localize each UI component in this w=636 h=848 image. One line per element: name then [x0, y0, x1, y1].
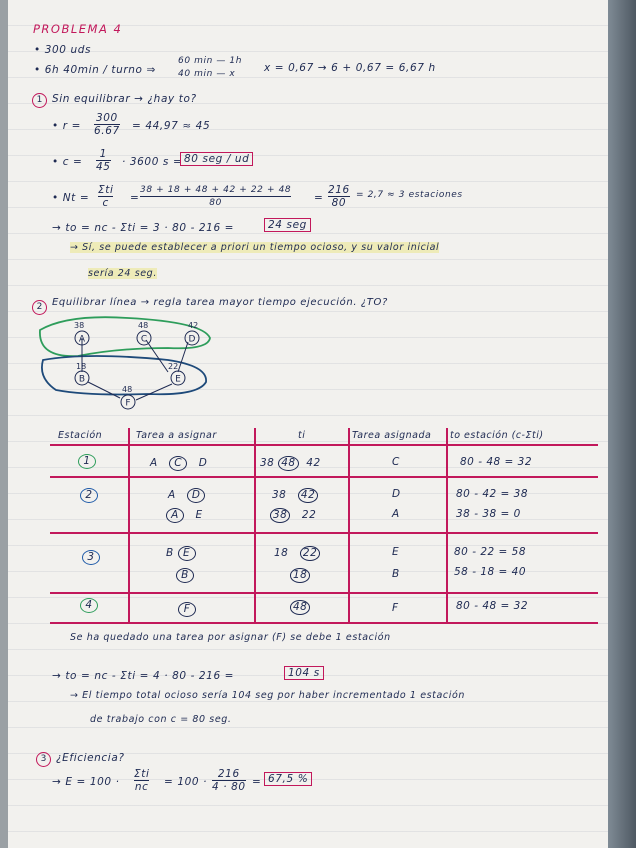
efficiency-result: 67,5 %: [264, 772, 312, 786]
table-row-3-tasks-b: B: [176, 568, 194, 583]
question-1-number: 1: [32, 93, 47, 108]
c-numerator: 1: [96, 148, 111, 161]
c-denominator: 45: [96, 161, 111, 173]
table-row-2-times-a: 38 42: [272, 488, 318, 503]
node-f: [121, 385, 135, 409]
question-3-number: 3: [36, 752, 51, 767]
conclusion-2-line-1: → El tiempo total ocioso sería 104 seg por haber incrementado 1 estación: [70, 690, 466, 701]
question-3-text: ¿Eficiencia?: [56, 752, 125, 764]
table-row-rule-2: [50, 532, 598, 534]
table-row-2-assigned-a: D: [392, 488, 401, 500]
r-denominator: 6.67: [94, 125, 120, 137]
efficiency-middle: = 100 ·: [164, 776, 208, 788]
node-e-time: 22: [168, 362, 179, 371]
node-a-time: 38: [74, 321, 85, 330]
nt-numerator: Σti: [98, 184, 114, 196]
table-note: Se ha quedado una tarea por asignar (F) se debe 1 estación: [70, 632, 391, 643]
table-row-1-tasks: A C D: [150, 457, 208, 469]
table-col-rule-1: [128, 428, 130, 622]
table-col-rule-4: [446, 428, 448, 622]
nt-sum-denominator: 80: [209, 198, 222, 208]
node-a: [74, 321, 89, 345]
notebook-page: [8, 0, 608, 848]
table-row-2-idle-b: 38 - 38 = 0: [456, 508, 521, 520]
nt-value-numerator: 216: [328, 184, 350, 196]
table-row-4-idle: 80 - 48 = 32: [456, 600, 529, 612]
question-2-number: 2: [32, 300, 47, 315]
nt-equals: =: [130, 192, 140, 204]
table-row-4-assigned: F: [392, 602, 399, 614]
conversion-bottom: 40 min — x: [178, 69, 236, 79]
node-f-label: F: [125, 398, 131, 409]
header-station: Estación: [58, 430, 103, 441]
node-c-time: 48: [138, 321, 149, 330]
conclusion-2-line-2: de trabajo con c = 80 seg.: [90, 714, 232, 725]
node-a-label: A: [78, 334, 86, 345]
header-station-idle: to estación (c-Σti): [450, 430, 544, 441]
nt-equals-2: =: [314, 192, 324, 204]
table-row-4-times: 48: [290, 600, 310, 615]
efficiency-numerator: Σti: [134, 768, 150, 780]
efficiency-label: → E = 100 ·: [52, 776, 120, 788]
node-b-time: 18: [76, 362, 87, 371]
table-row-2-idle-a: 80 - 42 = 38: [456, 488, 529, 500]
nt-result: = 2,7 ≈ 3 estaciones: [356, 190, 463, 200]
table-row-3-assigned-b: B: [392, 568, 400, 580]
node-c: [137, 321, 151, 345]
efficiency-fraction: [134, 768, 149, 793]
node-d: [185, 321, 199, 345]
header-assigned-task: Tarea asignada: [352, 430, 432, 441]
node-c-label: C: [140, 334, 148, 345]
c-label: • c =: [52, 156, 83, 168]
nt-label: • Nt =: [52, 192, 90, 204]
table-row-4-station: 4: [80, 598, 98, 613]
to-line-2: → to = nc - Σti = 4 · 80 - 216 =: [52, 670, 235, 682]
nt-sum-numerator: 38 + 18 + 48 + 42 + 22 + 48: [140, 185, 292, 195]
c-fraction: [96, 148, 111, 173]
conversion-top: 60 min — 1h: [178, 56, 243, 66]
table-row-3-idle-b: 58 - 18 = 40: [454, 566, 527, 578]
table-row-1-assigned: C: [392, 456, 400, 468]
node-d-label: D: [188, 334, 196, 345]
efficiency-fraction-2: [212, 768, 246, 793]
arrow-e-f: [136, 384, 172, 400]
table-bottom-rule: [50, 622, 598, 624]
table-row-1-idle: 80 - 48 = 32: [460, 456, 533, 468]
node-f-time: 48: [122, 385, 133, 394]
table-row-rule-1: [50, 476, 598, 478]
table-row-4-tasks: F: [178, 602, 196, 617]
node-e: [168, 362, 185, 385]
efficiency-equals: =: [252, 776, 262, 788]
precedence-diagram: [28, 316, 228, 416]
table-col-rule-2: [254, 428, 256, 622]
nt-fraction: [98, 184, 113, 209]
table-row-3-times-a: 18 22: [274, 546, 320, 561]
nt-denominator: c: [102, 197, 109, 209]
nt-sum-fraction: [140, 184, 291, 209]
efficiency-denominator-2: 4 · 80: [212, 781, 246, 793]
r-fraction: [94, 112, 120, 137]
question-2-text: Equilibrar línea → regla tarea mayor tiempo ejecución. ¿TO?: [52, 297, 388, 308]
table-row-2-station: 2: [80, 488, 98, 503]
node-b: [75, 362, 89, 385]
table-row-1-station: 1: [78, 454, 96, 469]
c-middle: · 3600 s =: [122, 156, 183, 168]
station-1-2-outline: [40, 317, 210, 356]
arrow-c-e: [146, 340, 168, 372]
header-ti: ti: [298, 430, 306, 441]
nt-value-fraction: [328, 184, 350, 209]
question-1-text: Sin equilibrar → ¿hay to?: [52, 93, 197, 105]
background-edge: [608, 0, 636, 848]
node-e-label: E: [175, 374, 181, 385]
r-label: • r =: [52, 120, 81, 132]
table-row-2-tasks-a: A D: [168, 488, 205, 503]
to-line-1: → to = nc - Σti = 3 · 80 - 216 =: [52, 222, 235, 234]
table-row-3-tasks-a: B E: [166, 546, 196, 561]
table-row-3-idle-a: 80 - 22 = 58: [454, 546, 527, 558]
node-d-time: 42: [188, 321, 199, 330]
header-task-to-assign: Tarea a asignar: [136, 430, 217, 441]
conclusion-1-line-1: → Sí, se puede establecer a priori un tiempo ocioso, y su valor inicial: [70, 242, 440, 253]
arrow-b-f: [88, 382, 120, 398]
node-b-label: B: [78, 374, 86, 385]
nt-value-denominator: 80: [331, 197, 347, 209]
r-result: = 44,97 ≈ 45: [132, 120, 211, 132]
units-line: • 300 uds: [34, 44, 92, 56]
table-row-rule-3: [50, 592, 598, 594]
to-result-2: 104 s: [284, 666, 324, 680]
table-row-2-assigned-b: A: [392, 508, 400, 520]
table-row-2-times-b: 38 22: [270, 508, 316, 523]
table-col-rule-3: [348, 428, 350, 622]
table-row-3-station: 3: [82, 550, 100, 565]
efficiency-numerator-2: 216: [212, 768, 246, 781]
table-row-3-times-b: 18: [290, 568, 310, 583]
efficiency-denominator: nc: [134, 781, 149, 793]
table-row-3-assigned-a: E: [392, 546, 400, 558]
shift-line: • 6h 40min / turno ⇒: [34, 64, 156, 76]
conversion-result: x = 0,67 → 6 + 0,67 = 6,67 h: [264, 62, 436, 74]
conclusion-1-line-2: sería 24 seg.: [88, 268, 157, 279]
table-header-rule: [50, 444, 598, 446]
r-numerator: 300: [95, 112, 118, 124]
c-result-box: 80 seg / ud: [180, 152, 253, 166]
arrow-d-e: [178, 342, 188, 372]
page-title: PROBLEMA 4: [33, 22, 123, 36]
table-row-1-times: 38 48 42: [260, 457, 321, 469]
table-row-2-tasks-b: A E: [166, 508, 203, 523]
to-result-1: 24 seg: [264, 218, 311, 232]
